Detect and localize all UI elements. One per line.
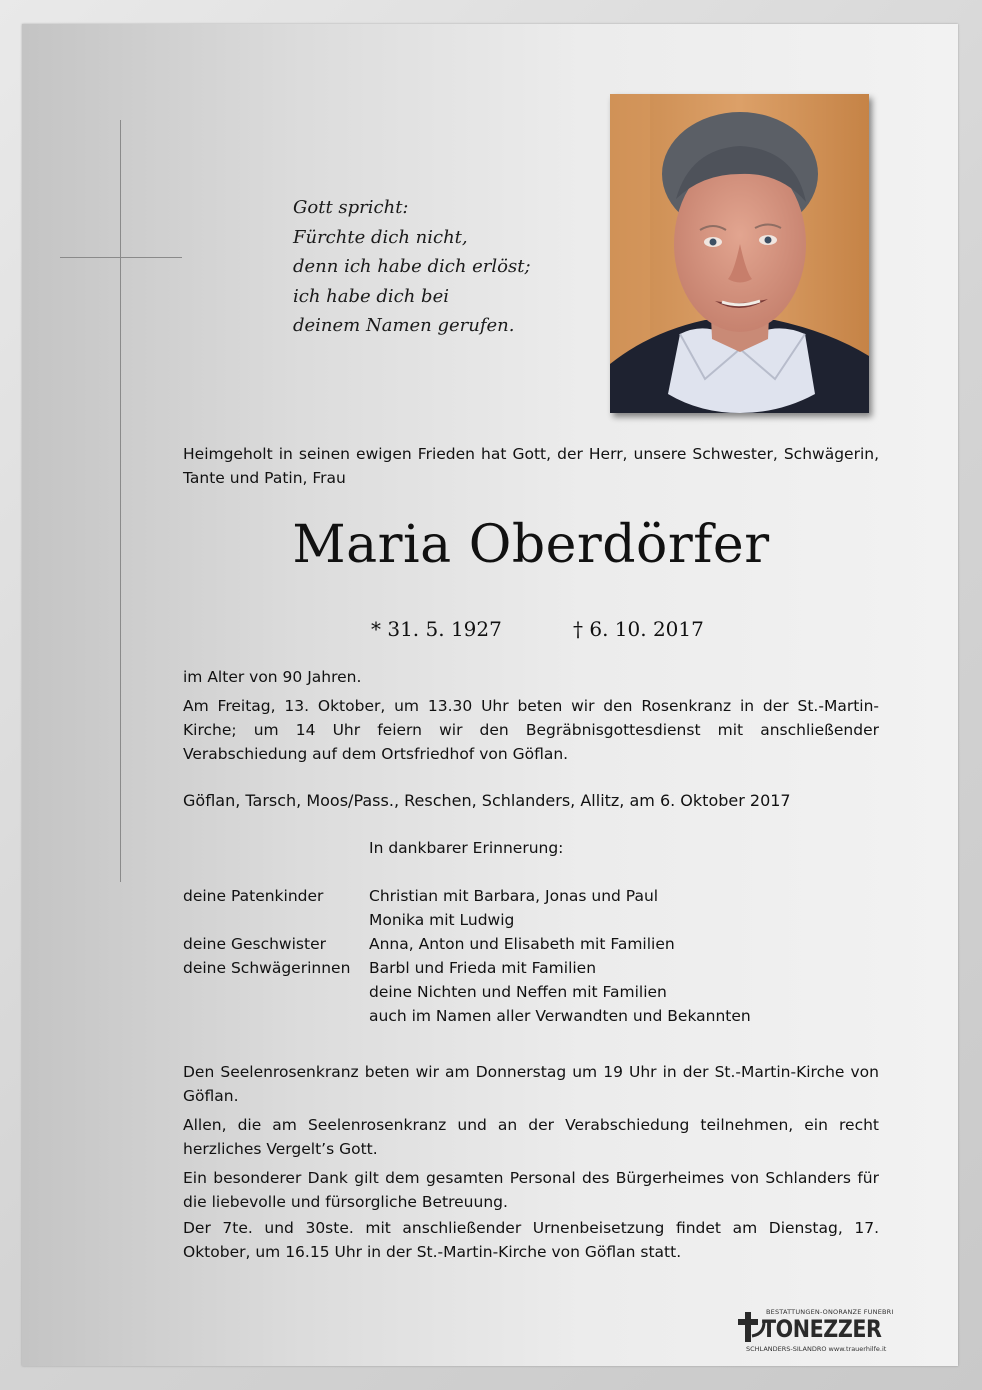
rosary-paragraph: Den Seelenrosenkranz beten wir am Donnerstag um 19 Uhr in der St.-Martin-Kirche von Göflan. bbox=[183, 1063, 879, 1105]
mourner-names: Christian mit Barbara, Jonas und Paul bbox=[369, 887, 659, 905]
logo-subline: SCHLANDERS-SILANDRO www.trauerhilfe.it bbox=[746, 1345, 887, 1353]
quote-line: deinem Namen gerufen. bbox=[293, 315, 515, 336]
bible-quote bbox=[293, 193, 531, 341]
care-thanks-paragraph: Ein besonderer Dank gilt dem gesamten Personal des Bürgerheimes von Schlanders für die liebevolle und fürsorgliche Betreuung. bbox=[183, 1169, 879, 1211]
birth-date: * 31. 5. 1927 bbox=[371, 617, 502, 641]
quote-line: denn ich habe dich erlöst; bbox=[293, 256, 531, 277]
portrait-photo bbox=[610, 94, 869, 413]
urn-burial-paragraph: Der 7te. und 30ste. mit anschließender Urnenbeisetzung findet am Dienstag, 17. Oktober, um 16.15 Uhr in der St.-Martin-Kirche von Göflan statt. bbox=[183, 1219, 879, 1261]
funeral-services-text: Am Freitag, 13. Oktober, um 13.30 Uhr beten wir den Rosenkranz in der St.-Martin-Kirche; um 14 Uhr feiern wir den Begräbnisgottesdienst mit anschließender Verabschiedung auf dem Ortsfriedhof von Göflan. bbox=[183, 697, 879, 763]
cross-icon bbox=[120, 120, 121, 882]
mourner-relation: deine Patenkinder bbox=[183, 887, 324, 905]
quote-line: ich habe dich bei bbox=[293, 285, 449, 307]
logo-name: TONEZZER bbox=[762, 1315, 882, 1343]
funeral-home-logo bbox=[736, 1308, 906, 1358]
mourner-relation: deine Schwägerinnen bbox=[183, 959, 351, 977]
mourner-relation: deine Geschwister bbox=[183, 935, 326, 953]
mourner-names: Anna, Anton und Elisabeth mit Familien bbox=[369, 935, 675, 953]
intro-text: Heimgeholt in seinen ewigen Frieden hat Gott, der Herr, unsere Schwester, Schwägerin, Tante und Patin, Frau bbox=[183, 445, 879, 487]
mourner-names: Barbl und Frieda mit Familien bbox=[369, 959, 597, 977]
logo-tagline: BESTATTUNGEN-ONORANZE FUNEBRI bbox=[766, 1308, 894, 1316]
deceased-name: Maria Oberdörfer bbox=[292, 515, 770, 575]
cross-icon-bar bbox=[60, 257, 182, 258]
mourner-names: auch im Namen aller Verwandten und Bekannten bbox=[369, 1007, 751, 1025]
quote-line: Gott spricht: bbox=[293, 197, 409, 218]
quote-line: Fürchte dich nicht, bbox=[293, 226, 468, 248]
thanks-heading: In dankbarer Erinnerung: bbox=[369, 839, 564, 857]
death-date: † 6. 10. 2017 bbox=[573, 617, 704, 641]
age-text: im Alter von 90 Jahren. bbox=[183, 668, 362, 686]
mourner-names: Monika mit Ludwig bbox=[369, 911, 515, 929]
mourner-names: deine Nichten und Neffen mit Familien bbox=[369, 983, 667, 1001]
place-date: Göflan, Tarsch, Moos/Pass., Reschen, Schlanders, Allitz, am 6. Oktober 2017 bbox=[183, 791, 791, 810]
thanks-paragraph: Allen, die am Seelenrosenkranz und an der Verabschiedung teilnehmen, ein recht herzliches Vergelt’s Gott. bbox=[183, 1116, 879, 1158]
